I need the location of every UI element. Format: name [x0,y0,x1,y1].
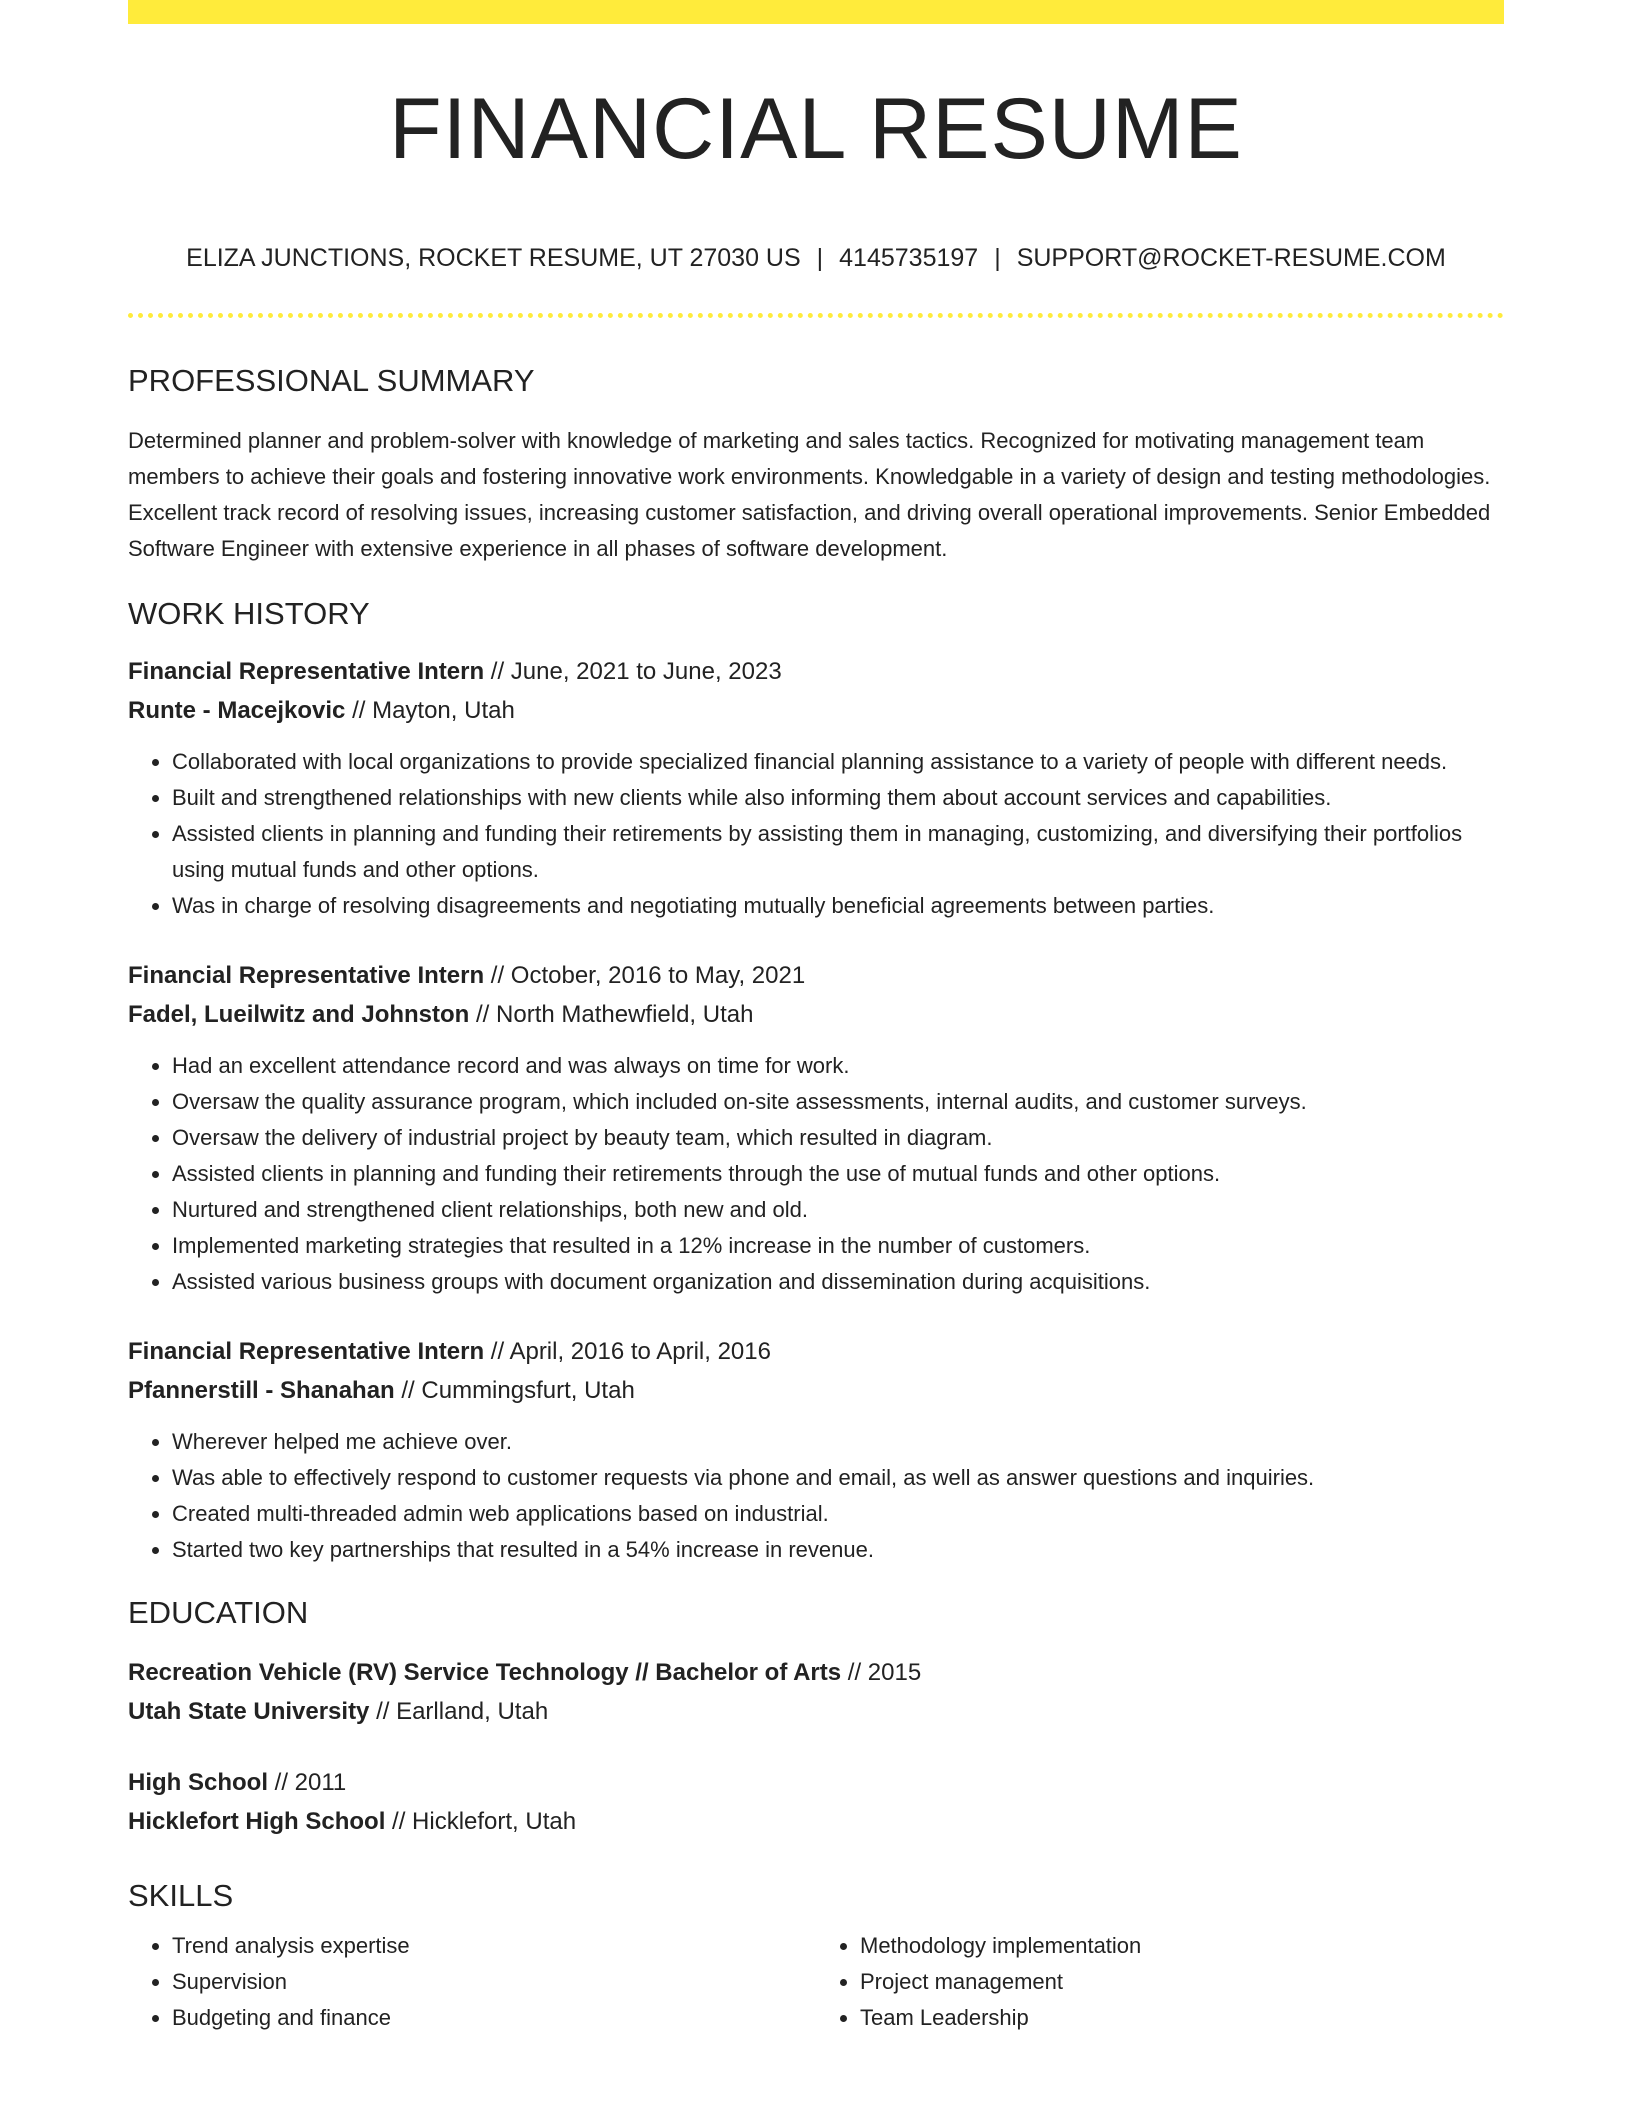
job-title: Financial Representative Intern [128,1337,485,1365]
work-history-heading: WORK HISTORY [128,595,370,631]
skills-section [128,1877,1504,2036]
job-location: // Cummingsfurt, Utah [394,1376,635,1404]
job-title-line [128,956,1504,995]
education-degree-line [128,1653,1504,1692]
education-heading: EDUCATION [128,1594,309,1630]
job-bullet: • Oversaw the delivery of industrial project by beauty team, which resulted in diagram. [172,1120,1504,1156]
summary-section [128,362,1504,567]
summary-text: Determined planner and problem-solver with knowledge of marketing and sales tactics. Recognized for motivating management team members to achieve their goals and fostering innovative work environments. Knowledgable in a variety of design and testing methodologies. Excellent track record of resolving issues, increasing customer satisfaction, and driving overall operational improvements. Senior Embedded Software Engineer with extensive experience in all phases of software development. [128,427,1491,561]
job-dates: // June, 2021 to June, 2023 [484,657,782,685]
contact-separator: | [994,243,1001,272]
education-school-line [128,1802,1504,1841]
job-title-line [128,1332,1504,1371]
job-bullets [128,1424,1504,1568]
job-location: // Mayton, Utah [345,696,515,724]
job-bullets [128,744,1504,924]
job-title-line [128,652,1504,691]
job-bullet: • Was in charge of resolving disagreements and negotiating mutually beneficial agreements between parties. [172,888,1504,924]
skills-heading: SKILLS [128,1878,234,1914]
job-title: Financial Representative Intern [128,961,485,989]
job-entry [128,1332,1504,1568]
skill-item: • Team Leadership [860,2000,1504,2036]
education-degree: Recreation Vehicle (RV) Service Technology // Bachelor of Arts [128,1659,842,1687]
resume-content [128,24,1504,2036]
job-company: Fadel, Lueilwitz and Johnston [128,1000,470,1028]
education-section [128,1594,1504,1841]
job-company-line [128,1371,1504,1410]
job-bullet: • Had an excellent attendance record and was always on time for work. [172,1048,1504,1084]
contact-phone: 4145735197 [839,243,979,272]
job-bullet: • Was able to effectively respond to customer requests via phone and email, as well as answer questions and inquiries. [172,1460,1504,1496]
job-bullet: • Oversaw the quality assurance program, which included on-site assessments, internal audits, and customer surveys. [172,1084,1504,1120]
job-bullet: • Assisted clients in planning and funding their retirements by assisting them in managing, customizing, and diversifying their portfolios using mutual funds and other options. [172,816,1504,888]
education-year: // 2015 [841,1659,922,1687]
job-company: Pfannerstill - Shanahan [128,1376,395,1404]
skill-item: • Project management [860,1964,1504,2000]
job-bullets [128,1048,1504,1300]
skills-grid [128,1928,1504,2036]
education-entry [128,1763,1504,1841]
job-bullet: • Assisted various business groups with document organization and dissemination during acquisitions. [172,1264,1504,1300]
contact-address: ELIZA JUNCTIONS, ROCKET RESUME, UT 27030 US [186,243,801,272]
education-location: // Hicklefort, Utah [385,1808,577,1836]
education-school-line [128,1692,1504,1731]
job-entry [128,652,1504,924]
contact-line [128,243,1504,273]
education-degree: High School [128,1769,268,1797]
job-company-line [128,995,1504,1034]
job-company-line [128,691,1504,730]
job-bullet: • Created multi-threaded admin web applications based on industrial. [172,1496,1504,1532]
skill-item: • Trend analysis expertise [172,1928,816,1964]
job-entry [128,956,1504,1300]
job-bullet: • Assisted clients in planning and funding their retirements through the use of mutual funds and other options. [172,1156,1504,1192]
job-bullet: • Started two key partnerships that resulted in a 54% increase in revenue. [172,1532,1504,1568]
job-company: Runte - Macejkovic [128,696,346,724]
education-school: Hicklefort High School [128,1808,386,1836]
education-location: // Earlland, Utah [369,1698,549,1726]
resume-title: FINANCIAL RESUME [389,81,1243,177]
skills-column-left [128,1928,816,2036]
education-year: // 2011 [268,1769,347,1797]
job-bullet: • Collaborated with local organizations to provide specialized financial planning assistance to a variety of people with different needs. [172,744,1504,780]
job-bullet: • Nurtured and strengthened client relationships, both new and old. [172,1192,1504,1228]
education-school: Utah State University [128,1698,370,1726]
job-dates: // April, 2016 to April, 2016 [484,1337,771,1365]
top-accent-bar [128,0,1504,24]
job-bullet: • Built and strengthened relationships with new clients while also informing them about account services and capabilities. [172,780,1504,816]
job-dates: // October, 2016 to May, 2021 [484,961,806,989]
skill-item: • Supervision [172,1964,816,2000]
job-title: Financial Representative Intern [128,657,485,685]
skills-column-right [816,1928,1504,2036]
contact-email: SUPPORT@ROCKET-RESUME.COM [1016,243,1446,272]
skill-item: • Budgeting and finance [172,2000,816,2036]
summary-heading: PROFESSIONAL SUMMARY [128,362,535,398]
education-degree-line [128,1763,1504,1802]
job-bullet: • Wherever helped me achieve over. [172,1424,1504,1460]
skill-item: • Methodology implementation [860,1928,1504,1964]
job-bullet: • Implemented marketing strategies that resulted in a 12% increase in the number of customers. [172,1228,1504,1264]
education-entry [128,1653,1504,1731]
work-history-section [128,595,1504,1568]
contact-separator: | [816,243,824,272]
job-location: // North Mathewfield, Utah [469,1000,754,1028]
dotted-divider [128,313,1504,318]
